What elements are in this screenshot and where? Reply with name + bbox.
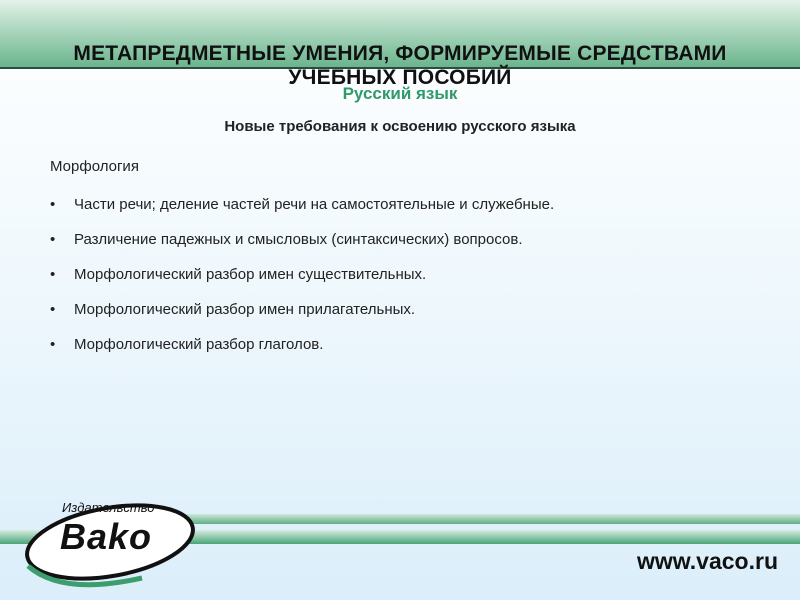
- list-item-text: Части речи; деление частей речи на самостоятельные и служебные.: [74, 196, 555, 213]
- list-item-text: Морфологический разбор глаголов.: [74, 336, 324, 353]
- list-item: [50, 231, 554, 266]
- logo-brand: Bako: [60, 516, 153, 557]
- bullet-list: [50, 196, 554, 371]
- list-item: [50, 266, 554, 301]
- website-link[interactable]: www.vaco.ru: [636, 548, 778, 574]
- subtitle: Новые требования к освоению русского языка: [224, 118, 576, 135]
- list-item-text: Морфологический разбор имен прилагательных.: [74, 301, 416, 318]
- logo-publisher-label: Издательство: [62, 500, 155, 515]
- bullet-icon: •: [50, 196, 56, 213]
- list-item: [50, 196, 554, 231]
- subject-title: Русский язык: [342, 84, 458, 103]
- list-item-text: Морфологический разбор имен существительных.: [74, 266, 427, 283]
- bullet-icon: •: [50, 336, 56, 353]
- bullet-icon: •: [50, 266, 56, 283]
- list-item: [50, 336, 554, 371]
- page-title: МЕТАПРЕДМЕТНЫЕ УМЕНИЯ, ФОРМИРУЕМЫЕ СРЕДСТВАМИ УЧЕБНЫХ ПОСОБИЙ: [73, 42, 727, 89]
- bullet-icon: •: [50, 301, 56, 318]
- section-heading: Морфология: [50, 158, 139, 175]
- list-item: [50, 301, 554, 336]
- list-item-text: Различение падежных и смысловых (синтаксических) вопросов.: [74, 231, 523, 248]
- bullet-icon: •: [50, 231, 56, 248]
- footer-band-upper: [140, 514, 800, 524]
